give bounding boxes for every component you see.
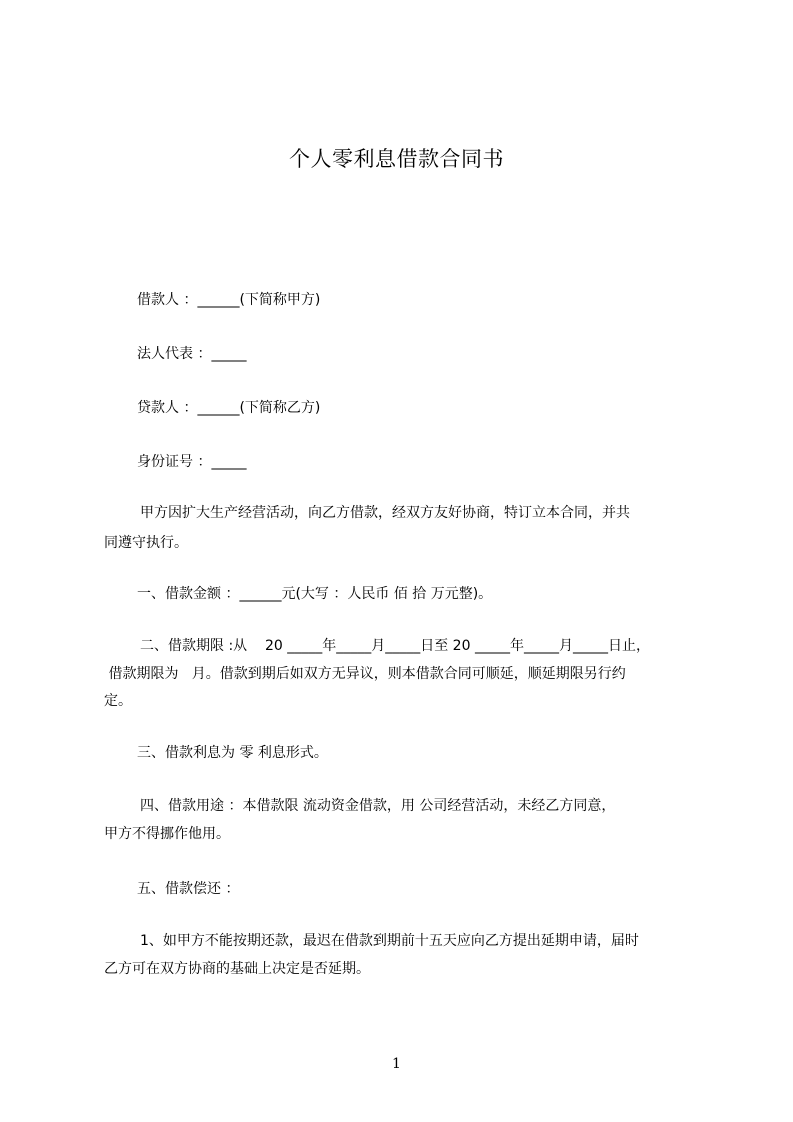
lender-field: 贷款人 ：______(下简称乙方) — [137, 400, 321, 416]
clause-5-item-1-line-1: 1、如甲方不能按期还款，最迟在借款到期前十五天应向乙方提出延期申请，届时 — [140, 933, 639, 949]
clause-2-line-2: 借款期限为 月。借款到期后如双方无异议，则本借款合同可顺延，顺延期限另行约 — [104, 666, 626, 682]
borrower-field: 借款人 ：______(下简称甲方) — [137, 292, 321, 308]
clause-2-line-3: 定。 — [104, 693, 132, 709]
clause-3-interest: 三、借款利息为 零 利息形式。 — [137, 745, 328, 761]
legal-rep-field: 法人代表 ：_____ — [137, 346, 247, 362]
clause-5-heading: 五、借款偿还 ： — [137, 881, 240, 897]
intro-paragraph-line-2: 同遵守执行。 — [104, 535, 188, 551]
clause-4-line-1: 四、借款用途 ：本借款限 流动资金借款，用 公司经营活动，未经乙方同意， — [140, 798, 616, 814]
document-title: 个人零利息借款合同书 — [289, 147, 504, 171]
id-number-field: 身份证号 ：_____ — [137, 454, 247, 470]
intro-paragraph-line-1: 甲方因扩大生产经营活动，向乙方借款，经双方友好协商，特订立本合同，并共 — [140, 505, 630, 521]
clause-2-line-1: 二、借款期限 :从 20 _____年_____月_____日至 20 _____年_____月_____日止， — [140, 638, 650, 654]
page-number: 1 — [392, 1056, 401, 1072]
clause-1-loan-amount: 一、借款金额 ：______元(大写 ：人民币 佰 拾 万元整)。 — [137, 586, 493, 602]
clause-4-line-2: 甲方不得挪作他用。 — [104, 826, 230, 842]
clause-5-item-1-line-2: 乙方可在双方协商的基础上决定是否延期。 — [104, 961, 370, 977]
